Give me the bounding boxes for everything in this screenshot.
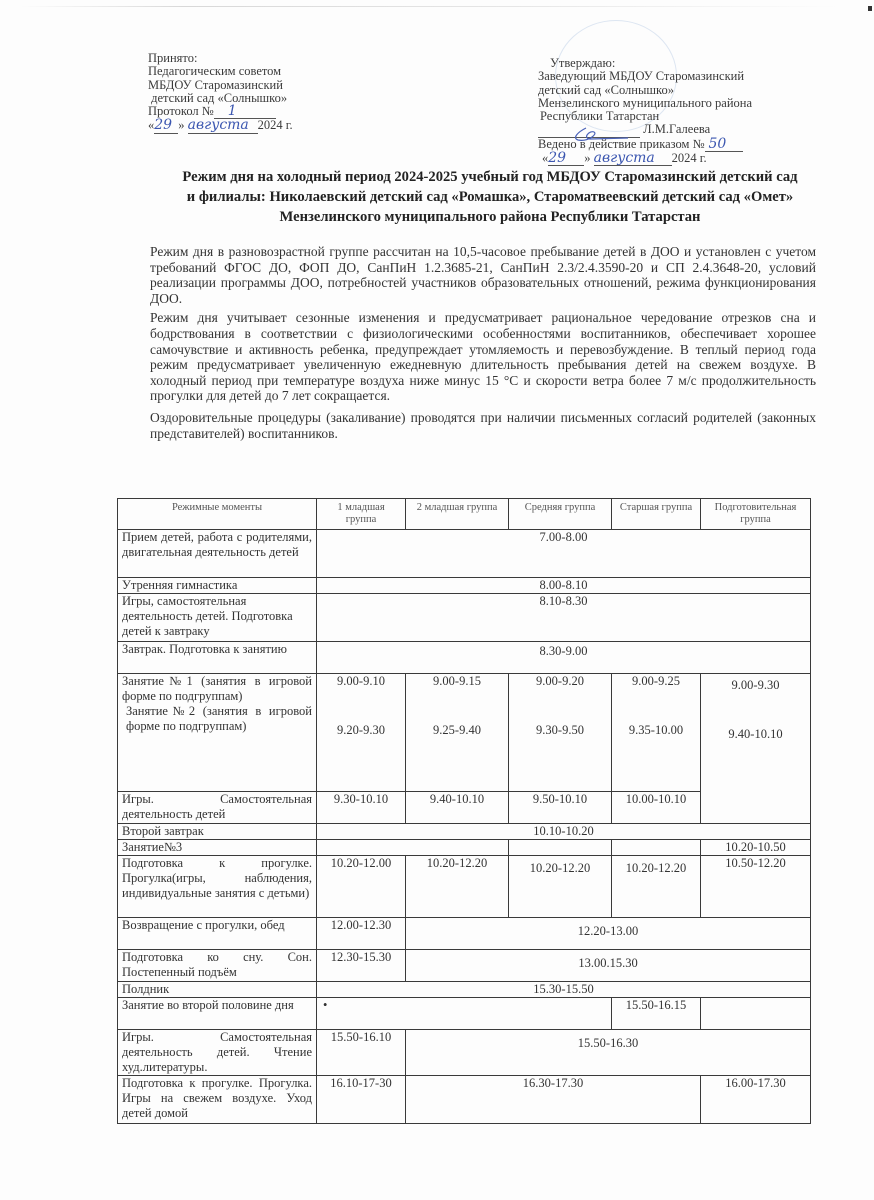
- paragraph-seasonal: Режим дня учитывает сезонные изменения и предусматривает рациональное чередование отрезков сна и бодрствования в соответствии с физиологическими особенностями воспитанников, обеспечивает хорошее самочувствие и активность ребенка, предупреждает утомляемость и перевозбуждение. В теплый период года режим предусматривает увеличенную ежедневную длительность пребывания детей на свежем воздухе. В холодный период при температуре воздуха ниже минус 15 °С и скорости ветра более 7 м/с продолжительность прогулки для детей до 7 лет сокращается.: [150, 310, 816, 404]
- header-group-junior-1: 1 младшая группа: [317, 499, 406, 530]
- paragraph-health-procedures: Оздоровительные процедуры (закаливание) проводятся при наличии письменных согласий родителей (законных представителей) воспитанников.: [150, 409, 816, 441]
- time-gymnastics-all: 8.00-8.10: [317, 578, 811, 594]
- lesson2-preparatory: 9.40-10.10: [728, 727, 783, 741]
- approved-district: Мензелинского муниципального района: [538, 95, 753, 110]
- row-label-gymnastics: Утренняя гимнастика: [118, 578, 317, 594]
- header-group-preparatory: Подготовительная группа: [701, 499, 811, 530]
- header-group-senior: Старшая группа: [612, 499, 701, 530]
- lessons-junior-1: [317, 674, 406, 792]
- lesson2-junior-1: 9.20-9.30: [337, 723, 385, 737]
- accepted-date-line: «29 » августа 2024 г.: [148, 117, 293, 134]
- lessons-junior-2: [406, 674, 509, 792]
- lesson2-senior: 9.35-10.00: [628, 723, 684, 737]
- lesson3-junior-empty: [317, 840, 509, 856]
- table-row: [118, 840, 811, 856]
- row-label-second-breakfast: Второй завтрак: [118, 824, 317, 840]
- approved-org-name: детский сад «Солнышко»: [538, 82, 674, 97]
- header-regime-moments: Режимные моменты: [118, 499, 317, 530]
- lessons-middle: [509, 674, 612, 792]
- row-label-lesson-3: Занятие№3: [118, 840, 317, 856]
- games-independent-middle: 9.50-10.10: [509, 792, 612, 824]
- approved-date-line: «29 » августа 2024 г.: [542, 150, 707, 167]
- row-label-games-independent: Игры. Самостоятельная деятельность детей: [118, 792, 317, 824]
- evening-walk-junior-1: 16.10-17-30: [317, 1076, 406, 1124]
- games-independent-junior-1: 9.30-10.10: [317, 792, 406, 824]
- protocol-number: 1: [227, 103, 237, 120]
- afternoon-lesson-senior: 15.50-16.15: [612, 998, 701, 1030]
- accepted-date-day: 29: [154, 117, 173, 134]
- document-title: [140, 167, 840, 227]
- protocol-label: Протокол №: [148, 104, 214, 119]
- table-row: [118, 950, 811, 982]
- lesson2-junior-2: 9.25-9.40: [433, 723, 481, 737]
- scan-edge-line: [20, 6, 840, 7]
- accepted-label: Принято:: [148, 51, 198, 65]
- row-label-breakfast: Завтрак. Подготовка к занятию: [118, 642, 317, 674]
- accepted-date-year: 2024 г.: [257, 118, 293, 133]
- lessons-preparatory: [701, 674, 811, 824]
- table-row: [118, 1030, 811, 1076]
- lesson1-junior-1: 9.00-9.10: [337, 674, 385, 688]
- accepted-date-month-field: [188, 119, 258, 133]
- approved-date-day: 29: [548, 150, 567, 167]
- row-label-sleep: Подготовка ко сну. Сон. Постепенный подъём: [118, 950, 317, 982]
- time-second-breakfast-all: 10.10-10.20: [317, 824, 811, 840]
- table-row: [118, 824, 811, 840]
- games-independent-junior-2: 9.40-10.10: [406, 792, 509, 824]
- order-label: Ведено в действие приказом №: [538, 136, 705, 151]
- table-row: [118, 998, 811, 1030]
- order-number-field: [705, 135, 743, 152]
- games-reading-junior-1: 15.50-16.10: [317, 1030, 406, 1076]
- approved-label: Утверждаю:: [550, 56, 616, 70]
- table-row: [118, 594, 811, 642]
- row-label-games-reading: Игры. Самостоятельная деятельность детей. Чтение худ.литературы.: [118, 1030, 317, 1076]
- walk-preparatory: 10.50-12.20: [701, 856, 811, 918]
- games-independent-senior: 10.00-10.10: [612, 792, 701, 824]
- accepted-date-month: августа: [187, 117, 249, 134]
- paragraph-regime-basis: Режим дня в разновозрастной группе рассчитан на 10,5-часовое пребывание детей в ДОО и установлен с учетом требований ФГОС ДО, ФОП ДО, СанПиН 1.2.3685-21, СанПиН 2.3/2.4.3590-20 и СП 2.4.3648-20, условий реализации программы ДОО, потребностей участников образовательных отношений, режима функционирования ДОО.: [150, 244, 816, 306]
- games-reading-other-groups: 15.50-16.30: [406, 1030, 811, 1076]
- evening-walk-preparatory: 16.00-17.30: [701, 1076, 811, 1124]
- row-label-afternoon-lesson: Занятие во второй половине дня: [118, 998, 317, 1030]
- row-label-games-breakfast-prep: Игры, самостоятельная деятельность детей. Подготовка детей к завтраку: [118, 594, 317, 642]
- table-row: [118, 530, 811, 578]
- header-group-middle: Средняя группа: [509, 499, 612, 530]
- table-row: [118, 918, 811, 950]
- row-label-reception: Прием детей, работа с родителями, двигательная деятельность детей: [118, 530, 317, 578]
- table-row: [118, 642, 811, 674]
- approved-by-position: Заведующий МБДОУ Старомазинский: [538, 69, 745, 84]
- title-line-3: Мензелинского муниципального района Республики Татарстан: [279, 209, 701, 225]
- scan-corner-mark: [868, 6, 872, 11]
- row-label-return-lunch: Возвращение с прогулки, обед: [118, 918, 317, 950]
- approved-date-month: августа: [593, 150, 655, 167]
- table-row: [118, 856, 811, 918]
- lesson2-middle: 9.30-9.50: [536, 723, 584, 737]
- afternoon-lesson-preparatory-empty: [701, 998, 811, 1030]
- row-label-lesson-2: Занятие№2 (занятия в игровой форме по подгруппам): [126, 704, 312, 733]
- time-reception-all: 7.00-8.00: [317, 530, 811, 578]
- walk-junior-1: 10.20-12.00: [317, 856, 406, 918]
- lesson1-senior: 9.00-9.25: [632, 674, 680, 688]
- walk-middle: 10.20-12.20: [509, 856, 612, 918]
- approved-republic: Республики Татарстан: [540, 109, 660, 124]
- lesson3-preparatory: 10.20-10.50: [701, 840, 811, 856]
- table-row: [118, 982, 811, 998]
- title-line-1: Режим дня на холодный период 2024-2025 учебный год МБДОУ Старомазинский детский сад: [182, 169, 798, 185]
- approved-date-month-field: [594, 152, 672, 166]
- title-line-2: и филиалы: Николаевский детский сад «Ромашка», Староматвеевский детский сад «Омет»: [186, 189, 794, 205]
- time-afternoon-snack-all: 15.30-15.50: [317, 982, 811, 998]
- row-label-lessons: [118, 674, 317, 792]
- lessons-senior: [612, 674, 701, 792]
- table-row: [118, 674, 811, 792]
- row-label-evening-walk: Подготовка к прогулке. Прогулка. Игры на свежем воздухе. Уход детей домой: [118, 1076, 317, 1124]
- table-row: [118, 1076, 811, 1124]
- lesson3-middle-empty: [509, 840, 612, 856]
- sleep-junior-1: 12.30-15.30: [317, 950, 406, 982]
- daily-schedule-table: [117, 498, 811, 1124]
- walk-senior: 10.20-12.20: [612, 856, 701, 918]
- lesson3-senior-empty: [612, 840, 701, 856]
- row-label-walk: Подготовка к прогулке. Прогулка(игры, наблюдения, индивидуальные занятия с детьми): [118, 856, 317, 918]
- accepted-org-name-text: детский сад «Солнышко»: [151, 90, 288, 105]
- lesson1-junior-2: 9.00-9.15: [433, 674, 481, 688]
- lesson1-middle: 9.00-9.20: [536, 674, 584, 688]
- approval-block-accepted: [148, 52, 293, 134]
- row-label-afternoon-snack: Полдник: [118, 982, 317, 998]
- accepted-org-line: МБДОУ Старомазинский: [148, 77, 283, 92]
- sleep-other-groups: 13.00.15.30: [406, 950, 811, 982]
- lesson1-preparatory: 9.00-9.30: [731, 678, 780, 692]
- accepted-by-line: Педагогическим советом: [148, 64, 282, 79]
- approved-date-day-field: [548, 152, 584, 166]
- return-lunch-junior-1: 12.00-12.30: [317, 918, 406, 950]
- walk-junior-2: 10.20-12.20: [406, 856, 509, 918]
- row-label-lesson-1: Занятие№1 (занятия в игровой форме по подгруппам): [122, 674, 312, 703]
- table-row: [118, 578, 811, 594]
- order-number: 50: [708, 135, 727, 152]
- approval-block-approved: [538, 57, 752, 166]
- accepted-date-day-field: [154, 119, 178, 133]
- intro-text: [150, 244, 816, 447]
- signer-name: Л.М.Галеева: [643, 122, 711, 137]
- header-group-junior-2: 2 младшая группа: [406, 499, 509, 530]
- time-breakfast-all: 8.30-9.00: [317, 642, 811, 674]
- return-lunch-other-groups: 12.20-13.00: [406, 918, 811, 950]
- evening-walk-middle-groups: 16.30-17.30: [406, 1076, 701, 1124]
- table-header-row: [118, 499, 811, 530]
- signature-icon: [568, 126, 638, 144]
- afternoon-lesson-mark: •: [317, 998, 612, 1030]
- approved-date-year: 2024 г.: [671, 151, 707, 166]
- time-games-breakfast-prep-all: 8.10-8.30: [317, 594, 811, 642]
